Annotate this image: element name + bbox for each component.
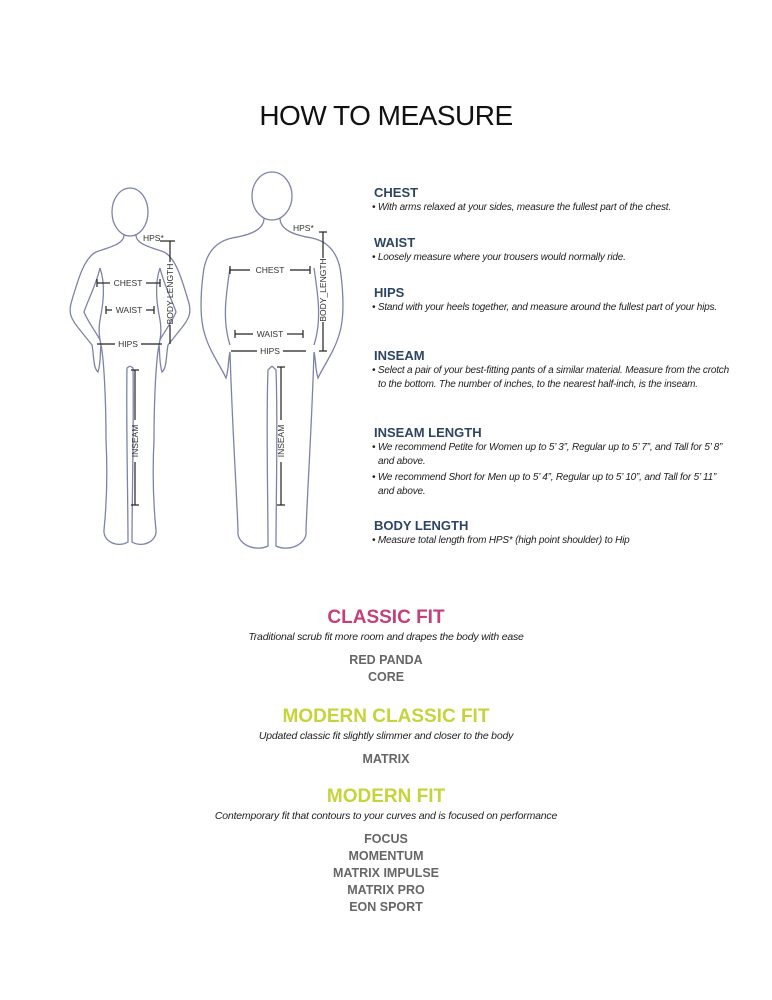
male-hips-label: HIPS — [260, 346, 280, 356]
male-chest-label: CHEST — [255, 265, 285, 275]
male-inseam-label: INSEAM — [276, 424, 286, 458]
male-figure — [201, 172, 343, 548]
section-bullet: • Loosely measure where your trousers would normally ride. — [372, 252, 626, 263]
female-hips-label: HIPS — [118, 339, 138, 349]
section-inseam — [370, 348, 730, 391]
section-heading: INSEAM — [374, 348, 425, 363]
male-waist-label: WAIST — [256, 329, 284, 339]
female-inseam-label: INSEAM — [130, 424, 140, 458]
male-body-length-label: BODY_LENGTH — [318, 258, 328, 322]
fit-title: MODERN FIT — [326, 786, 446, 807]
section-bullet: • We recommend Petite for Women up to 5’ 3”, Regular up to 5’ 7”, and Tall for 5’ 8” and above. — [372, 442, 723, 467]
female-body-length-label: BODY LENGTH — [165, 263, 175, 325]
female-waist-label: WAIST — [115, 305, 143, 315]
fit-description: Traditional scrub fit more room and drapes the body with ease — [248, 631, 524, 643]
product-name: FOCUS — [364, 832, 408, 846]
female-hps-label: HPS* — [143, 233, 164, 243]
product-name: MATRIX IMPULSE — [332, 866, 440, 880]
section-heading: WAIST — [374, 235, 416, 250]
page-title: HOW TO MEASURE — [259, 100, 513, 131]
fit-title: CLASSIC FIT — [327, 607, 445, 628]
product-name: MATRIX — [362, 752, 410, 766]
product-name: RED PANDA — [349, 653, 423, 667]
fit-description: Contemporary fit that contours to your curves and is focused on performance — [214, 810, 558, 822]
product-name: CORE — [367, 670, 405, 684]
section-bullet: • With arms relaxed at your sides, measure the fullest part of the chest. — [372, 202, 671, 213]
section-heading: INSEAM LENGTH — [374, 425, 482, 440]
fit-description: Updated classic fit slightly slimmer and closer to the body — [258, 730, 514, 742]
section-bullet: • Stand with your heels together, and measure around the fullest part of your hips. — [372, 302, 717, 313]
section-waist — [370, 235, 730, 265]
section-bullet: • Select a pair of your best-fitting pants of a similar material. Measure from the crotch to the bottom. The number of inches, to the nearest half-inch, is the inseam. — [372, 365, 729, 390]
section-bullet: • We recommend Short for Men up to 5’ 4”, Regular up to 5’ 10”, and Tall for 5’ 11” and above. — [372, 472, 717, 497]
section-heading: CHEST — [374, 185, 419, 200]
fit-title: MODERN CLASSIC FIT — [282, 706, 490, 727]
fit-classic — [0, 607, 772, 686]
fit-modern-classic — [0, 706, 772, 768]
fit-modern — [0, 786, 772, 916]
section-body-length — [370, 518, 730, 548]
section-heading: BODY LENGTH — [374, 518, 469, 533]
section-hips — [370, 285, 730, 315]
section-bullet: • Measure total length from HPS* (high point shoulder) to Hip — [372, 535, 630, 546]
product-name: MOMENTUM — [348, 849, 424, 863]
measurement-lines — [97, 232, 327, 505]
section-heading: HIPS — [374, 285, 405, 300]
male-hps-label: HPS* — [293, 223, 314, 233]
product-name: MATRIX PRO — [347, 883, 425, 897]
product-name: EON SPORT — [349, 900, 423, 914]
section-chest — [370, 185, 730, 215]
section-inseam-length — [370, 425, 730, 498]
female-chest-label: CHEST — [113, 278, 143, 288]
